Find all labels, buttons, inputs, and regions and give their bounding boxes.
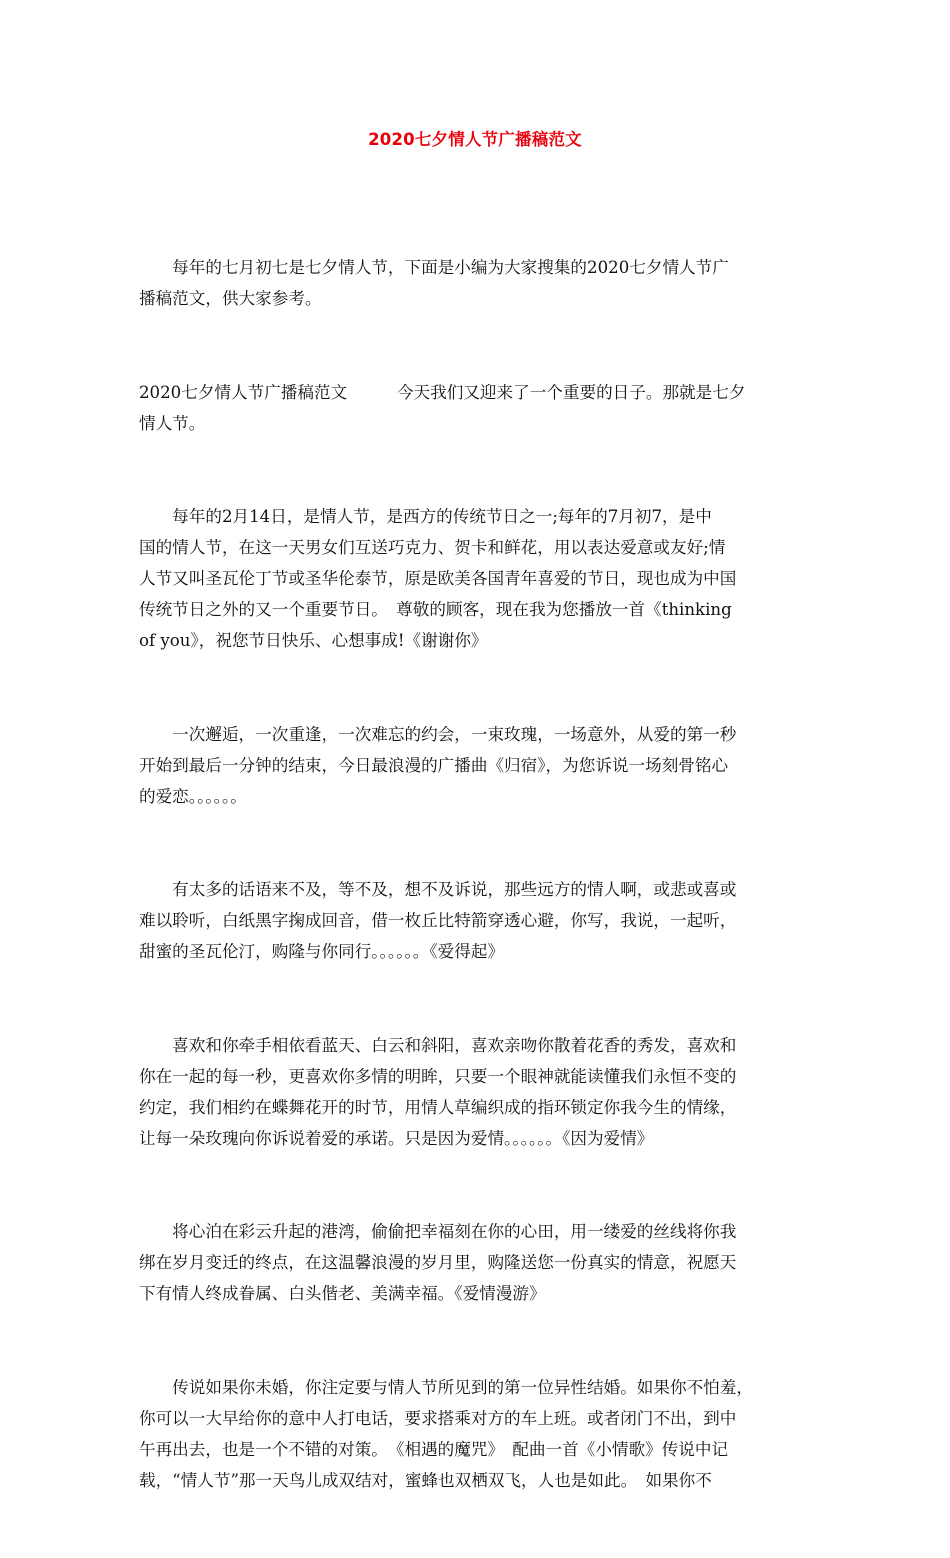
paragraph-harbor: 将心泊在彩云升起的港湾，偷偷把幸福刻在你的心田，用一缕爱的丝线将你我 绑在岁月变迁的终点，在这温馨浪漫的岁月里，购隆送您一份真实的情意，祝愿天 下有情人终成眷属、白头偕老、美满幸福。《爱情漫游》 — [139, 1222, 737, 1304]
paragraph-intro: 每年的七月初七是七夕情人节，下面是小编为大家搜集的2020七夕情人节广 播稿范文，供大家参考。 — [139, 258, 729, 309]
paragraph-words: 有太多的话语来不及，等不及，想不及诉说，那些远方的情人啊，或悲或喜或 难以聆听，白纸黑字掬成回音，借一枚丘比特箭穿透心避，你写，我说，一起听， 甜蜜的圣瓦伦汀，购隆与你同行。。。。。。《爱得起》 — [139, 880, 737, 962]
paragraph-heading-line: 2020七夕情人节广播稿范文 今天我们又迎来了一个重要的日子。那就是七夕 情人节。 — [139, 382, 746, 433]
paragraph-together: 喜欢和你牵手相依看蓝天、白云和斜阳，喜欢亲吻你散着花香的秀发，喜欢和 你在一起的每一秒，更喜欢你多情的明眸，只要一个眼神就能读懂我们永恒不变的 约定，我们相约在蝶舞花开的时节，用情人草编织成的指环锁定你我今生的情缘， 让每一朵玫瑰向你诉说着爱的承诺。只是因为爱情。。。。。。《因为爱情》 — [139, 1035, 737, 1148]
paragraph-encounter: 一次邂逅，一次重逢，一次难忘的约会，一束玫瑰，一场意外，从爱的第一秒 开始到最后一分钟的结束，今日最浪漫的广播曲《归宿》，为您诉说一场刻骨铭心 的爱恋。。。。。。 — [139, 724, 737, 806]
paragraph-legend: 传说如果你未婚，你注定要与情人节所见到的第一位异性结婚。如果你不怕羞， 你可以一大早给你的意中人打电话，要求搭乘对方的车上班。或者闭门不出，到中 午再出去，也是一个不错的对策。 《相遇的魔咒》 配曲一首《小情歌》传说中记 载，“情人节”那一天鸟儿成双结对，蜜蜂也双栖双飞，人也是如此。 如果你不 — [139, 1377, 753, 1490]
paragraph-valentine: 每年的2月14日，是情人节，是西方的传统节日之一;每年的7月初7，是中 国的情人节，在这一天男女们互送巧克力、贺卡和鲜花，用以表达爱意或友好;情 人节又叫圣瓦伦丁节或圣华伦泰节，原是欧美各国青年喜爱的节日，现也成为中国 传统节日之外的又一个重要节日。 尊敬的顾客，现在我为您播放一首《thinking of you》，祝您节日快乐、心想事成!《谢谢你》 — [139, 506, 737, 651]
document-body — [139, 190, 829, 1558]
document-title: 2020七夕情人节广播稿范文 — [368, 130, 582, 149]
